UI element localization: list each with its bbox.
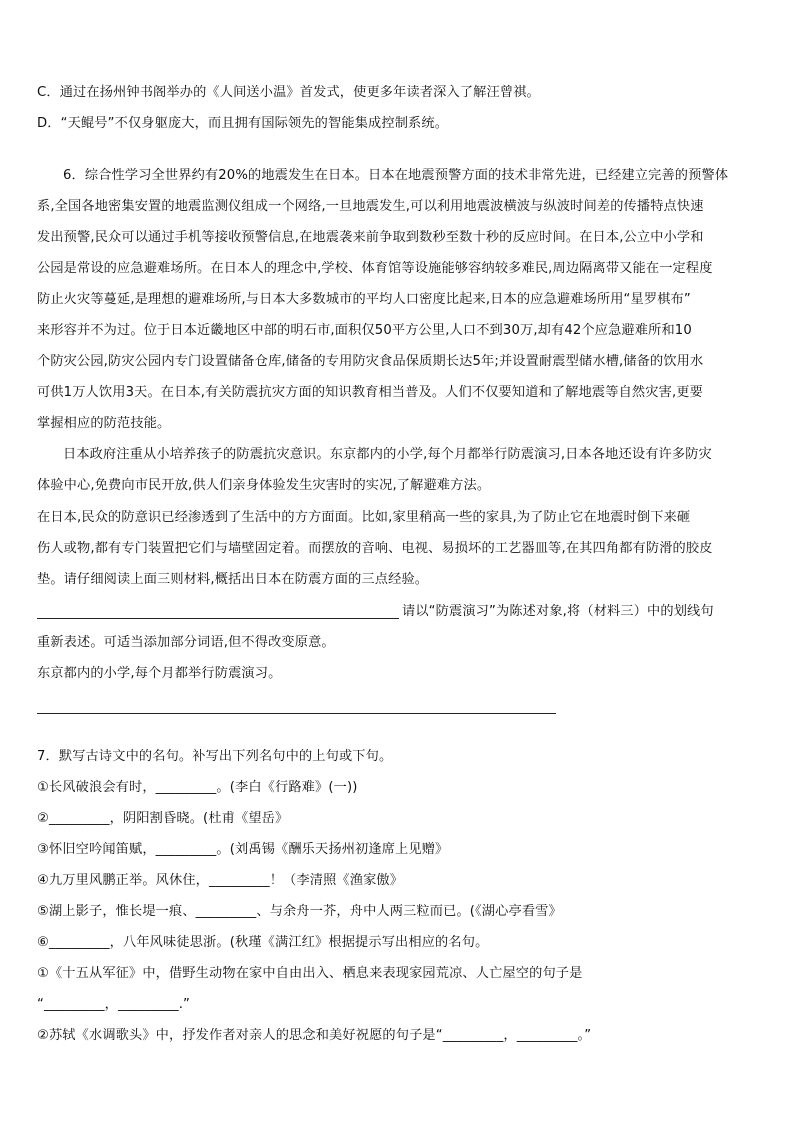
- answer-blank-1[interactable]: [37, 618, 399, 619]
- material-3-line-1: 在日本,民众的防意识已经渗透到了生活中的方方面面。比如,家里稍高一些的家具,为了防止它在地震时倒下来砸: [37, 510, 691, 525]
- q6-line-1: 6．综合性学习全世界约有20%的地震发生在日本。日本在地震预警方面的技术非常先进，已经建立完善的预警体: [63, 168, 729, 183]
- line-option-d: D．“天鲲号”不仅身躯庞大，而且拥有国际领先的智能集成控制系统。: [37, 116, 449, 131]
- q6-line-9: 掌握相应的防范技能。: [37, 416, 171, 431]
- q7-item-6: ⑥_________，八年风味徒思浙。(秋瑾《满江红》根据提示写出相应的名句。: [37, 935, 489, 950]
- underlined-sentence: 东京都内的小学,每个月都举行防震演习。: [37, 666, 282, 681]
- q7-sub-1: ①《十五从军征》中，借野生动物在家中自由出入、栖息来表现家园荒凉、人亡屋空的句子是: [37, 966, 583, 981]
- q6-line-5: 防止火灾等蔓延,是理想的避难场所,与日本大多数城市的平均人口密度比起来,日本的应急避难场所用“星罗棋布”: [37, 292, 691, 307]
- q7-title: 7．默写古诗文中的名句。补写出下列名句中的上句或下句。: [37, 749, 393, 764]
- q7-sub-2: ②苏轼《水调歌头》中，抒发作者对亲人的思念和美好祝愿的句子是“_________，_________。”: [37, 1028, 592, 1043]
- material-2-line-1: 日本政府注重从小培养孩子的防震抗灾意识。东京都内的小学,每个月都举行防震演习,日本各地还设有许多防灾: [63, 447, 712, 462]
- q7-item-2: ②_________，阴阳割昏晓。(杜甫《望岳》: [37, 811, 289, 826]
- q6-line-3: 发出预警,民众可以通过手机等接收预警信息,在地震袭来前争取到数秒至数十秒的反应时间。在日本,公立中小学和: [37, 230, 704, 245]
- q7-item-5: ⑤湖上影子，惟长堤一痕、_________、与余舟一芥，舟中人两三粒而已。(《湖心亭看雪》: [37, 904, 562, 919]
- material-2-line-2: 体验中心,免费向市民开放,供人们亲身体验发生灾害时的实况,了解避难方法。: [37, 478, 491, 493]
- q6-line-4: 公园是常设的应急避难场所。在日本人的理念中,学校、体育馆等设施能够容纳较多难民,周边隔离带又能在一定程度: [37, 261, 713, 276]
- q7-item-1: ①长风破浪会有时，_________。(李白《行路难》(一)): [37, 780, 358, 795]
- material-3-line-2: 伤人或物,都有专门装置把它们与墙壁固定着。而摆放的音响、电视、易损坏的工艺器皿等,在其四角都有防滑的胶皮: [37, 541, 713, 556]
- q6-line-6: 来形容并不为过。位于日本近畿地区中部的明石市,面积仅50平方公里,人口不到30万,却有42个应急避难所和10: [37, 323, 692, 338]
- rewrite-instruction-2: 重新表述。可适当添加部分词语,但不得改变原意。: [37, 635, 335, 650]
- q7-item-4: ④九万里风鹏正举。风休住，_________！（李清照《渔家傲》: [37, 873, 404, 888]
- material-3-line-3: 垫。请仔细阅读上面三则材料,概括出日本在防震方面的三点经验。: [37, 572, 429, 587]
- line-option-c: C．通过在扬州钟书阁举办的《人间送小温》首发式，使更多年读者深入了解汪曾祺。: [37, 85, 540, 100]
- rewrite-instruction-1: 请以“防震演习”为陈述对象,将（材料三）中的划线句: [402, 604, 714, 619]
- q6-line-2: 系,全国各地密集安置的地震监测仪组成一个网络,一旦地震发生,可以利用地震波横波与纵波时间差的传播特点快速: [37, 199, 704, 214]
- q6-line-7: 个防灾公园,防灾公园内专门设置储备仓库,储备的专用防灾食品保质期长达5年;并设置耐震型储水槽,储备的饮用水: [37, 354, 704, 369]
- q7-sub-1-blank: “_________，_________.”: [37, 997, 191, 1012]
- answer-blank-2[interactable]: [37, 713, 556, 714]
- q6-line-8: 可供1万人饮用3天。在日本,有关防震抗灾方面的知识教育相当普及。人们不仅要知道和了解地震等自然灾害,更要: [37, 385, 703, 400]
- q7-item-3: ③怀旧空吟闻笛赋，_________。(刘禹锡《酬乐天扬州初逢席上见赠》: [37, 842, 449, 857]
